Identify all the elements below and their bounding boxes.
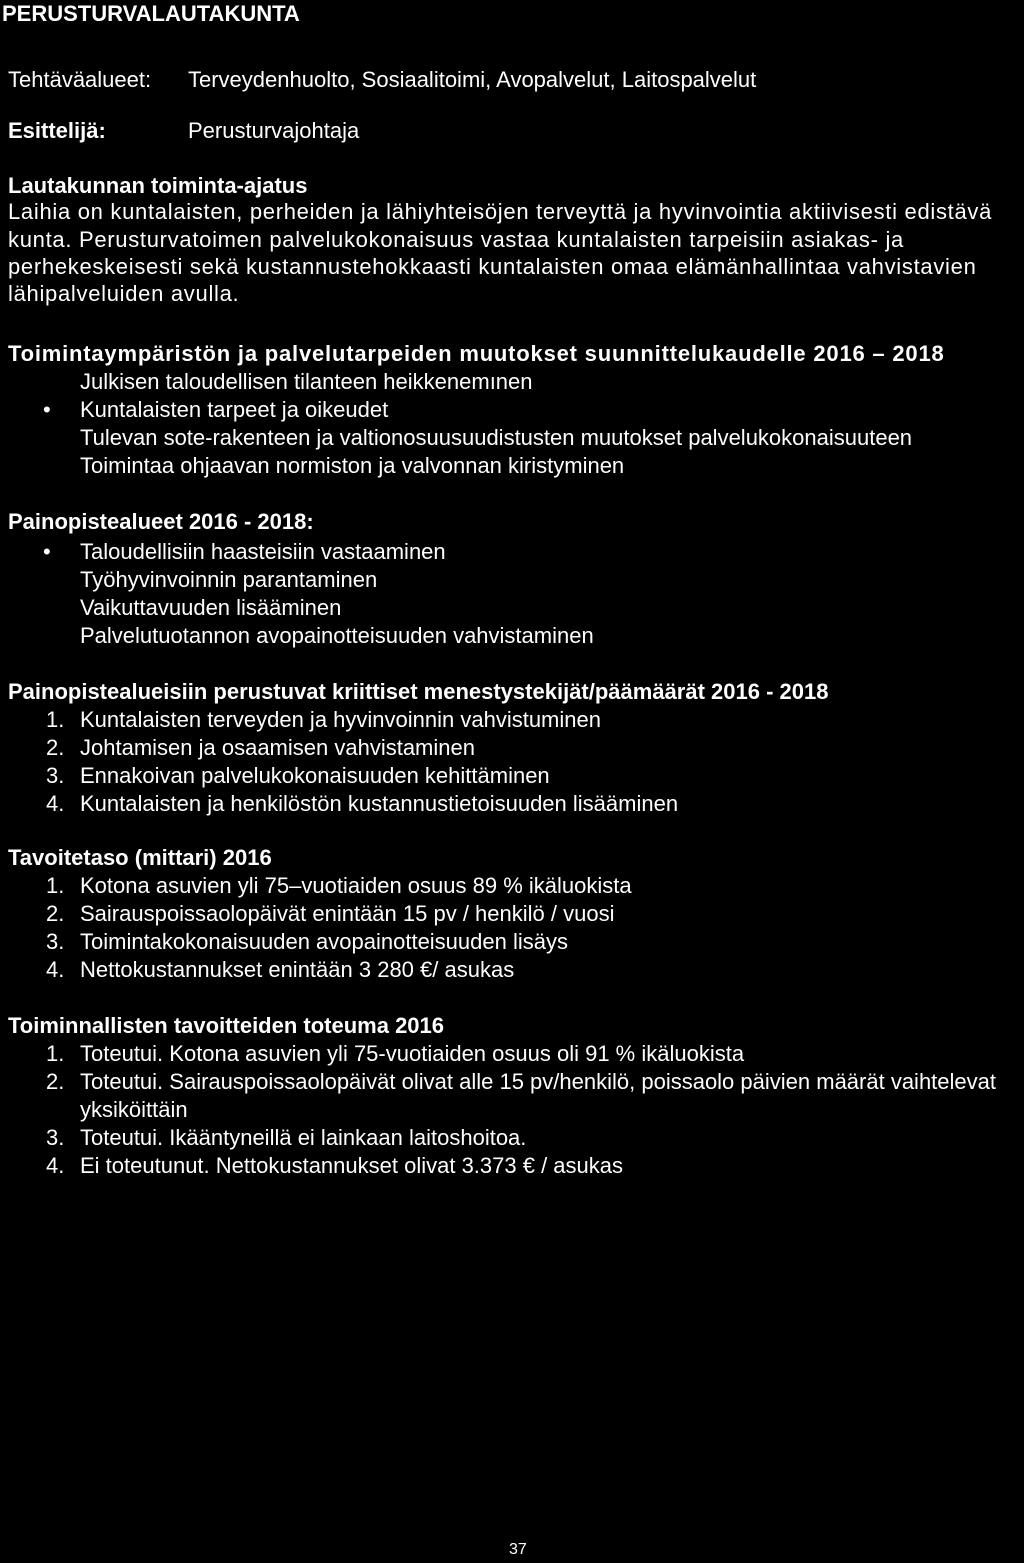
task-areas-row: [0, 66, 1024, 94]
list-item: [0, 1152, 1024, 1180]
list-item: [0, 790, 1024, 818]
targets-heading: Tavoitetaso (mittari) 2016: [8, 845, 272, 870]
list-item-text: Julkisen taloudellisen tilanteen heikkenemınen: [80, 369, 533, 394]
list-item: [0, 762, 1024, 790]
list-item: [0, 956, 1024, 984]
list-item-text: Vaikuttavuuden lisääminen: [80, 595, 342, 620]
list-item-text: Ennakoivan palvelukokonaisuuden kehittäminen: [80, 763, 550, 788]
list-item-text: Työhyvinvoinnin parantaminen: [80, 567, 378, 592]
number-marker: 2.: [46, 1069, 65, 1094]
presenter-label: Esittelijä:: [8, 118, 106, 143]
list-item-text: Toteutui. Ikääntyneillä ei lainkaan laitoshoitoa.: [80, 1125, 527, 1150]
list-item: [0, 622, 1024, 650]
presenter-value: Perusturvajohtaja: [188, 118, 360, 143]
list-item-text: Toimintakokonaisuuden avopainotteisuuden lisäys: [80, 929, 568, 954]
bullet-marker: •: [43, 397, 51, 422]
list-item-text: yksiköittäin: [80, 1097, 188, 1122]
number-marker: 3.: [46, 929, 65, 954]
task-areas-value: Terveydenhuolto, Sosiaalitoimi, Avopalvelut, Laitospalvelut: [188, 67, 757, 92]
mission-heading: Lautakunnan toiminta-ajatus: [8, 173, 308, 198]
list-item-text: Kuntalaisten ja henkilöstön kustannustietoisuuden lisääminen: [80, 791, 679, 816]
number-marker: 4.: [46, 1153, 65, 1178]
list-item-text: Kotona asuvien yli 75–vuotiaiden osuus 89 % ikäluokista: [80, 873, 632, 898]
number-marker: 4.: [46, 957, 65, 982]
list-item: [0, 396, 1024, 424]
list-item-text: Ei toteutunut. Nettokustannukset olivat 3.373 € / asukas: [80, 1153, 624, 1178]
list-item: [0, 452, 1024, 480]
list-item: [0, 368, 1024, 396]
number-marker: 1.: [46, 1041, 65, 1066]
environment-changes-heading: Toimintaympäristön ja palvelutarpeiden muutokset suunnittelukaudelle 2016 – 2018: [8, 341, 945, 366]
list-item: [0, 538, 1024, 566]
list-item: [0, 872, 1024, 900]
list-item: [0, 424, 1024, 452]
number-marker: 3.: [46, 763, 65, 788]
list-item: [0, 1068, 1024, 1096]
list-item: [0, 706, 1024, 734]
list-item-continuation: [0, 1096, 1024, 1124]
outcomes-heading: Toiminnallisten tavoitteiden toteuma 2016: [8, 1013, 445, 1038]
list-item-text: Kuntalaisten terveyden ja hyvinvoinnin vahvistuminen: [80, 707, 601, 732]
list-item-text: Toteutui. Sairauspoissaolopäivät olivat alle 15 pv/henkilö, poissaolo päivien määrät vaihtelevat: [80, 1069, 996, 1094]
page-number: 37: [509, 1541, 527, 1558]
list-item-text: Taloudellisiin haasteisiin vastaaminen: [80, 539, 446, 564]
list-item-text: Toteutui. Kotona asuvien yli 75-vuotiaiden osuus oli 91 % ikäluokista: [80, 1041, 745, 1066]
number-marker: 2.: [46, 901, 65, 926]
list-item-text: Kuntalaisten tarpeet ja oikeudet: [80, 397, 389, 422]
number-marker: 2.: [46, 735, 65, 760]
list-item-text: Palvelutuotannon avopainotteisuuden vahvistaminen: [80, 623, 594, 648]
page-title: PERUSTURVALAUTAKUNTA: [2, 1, 300, 26]
success-factors-heading: Painopistealueisiin perustuvat kriittiset menestystekijät/päämäärät 2016 - 2018: [8, 679, 829, 704]
presenter-row: [0, 117, 1024, 145]
list-item-text: Nettokustannukset enintään 3 280 €/ asukas: [80, 957, 515, 982]
list-item-text: Toimintaa ohjaavan normiston ja valvonnan kiristyminen: [80, 453, 625, 478]
bullet-marker: •: [43, 539, 51, 564]
list-item: [0, 1040, 1024, 1068]
list-item: [0, 928, 1024, 956]
list-item: [0, 1124, 1024, 1152]
list-item-text: Johtamisen ja osaamisen vahvistaminen: [80, 735, 475, 760]
mission-line: perhekeskeisesti sekä kustannustehokkaasti kuntalaisten omaa elämänhallintaa vahvistavien: [8, 254, 977, 279]
number-marker: 3.: [46, 1125, 65, 1150]
list-item-text: Tulevan sote-rakenteen ja valtionosuusuudistusten muutokset palvelukokonaisuuteen: [80, 425, 913, 450]
number-marker: 4.: [46, 791, 65, 816]
task-areas-label: Tehtäväalueet:: [8, 67, 152, 92]
number-marker: 1.: [46, 707, 65, 732]
focus-areas-heading: Painopistealueet 2016 - 2018:: [8, 509, 314, 534]
list-item: [0, 594, 1024, 622]
number-marker: 1.: [46, 873, 65, 898]
mission-line: kunta. Perusturvatoimen palvelukokonaisuus vastaa kuntalaisten tarpeisiin asiakas- ja: [8, 227, 904, 252]
list-item: [0, 566, 1024, 594]
list-item: [0, 900, 1024, 928]
mission-line: lähipalveluiden avulla.: [8, 281, 240, 306]
mission-line: Laihia on kuntalaisten, perheiden ja lähiyhteisöjen terveyttä ja hyvinvointia aktiivisesti edistävä: [8, 199, 993, 224]
list-item-text: Sairauspoissaolopäivät enintään 15 pv / henkilö / vuosi: [80, 901, 615, 926]
list-item: [0, 734, 1024, 762]
